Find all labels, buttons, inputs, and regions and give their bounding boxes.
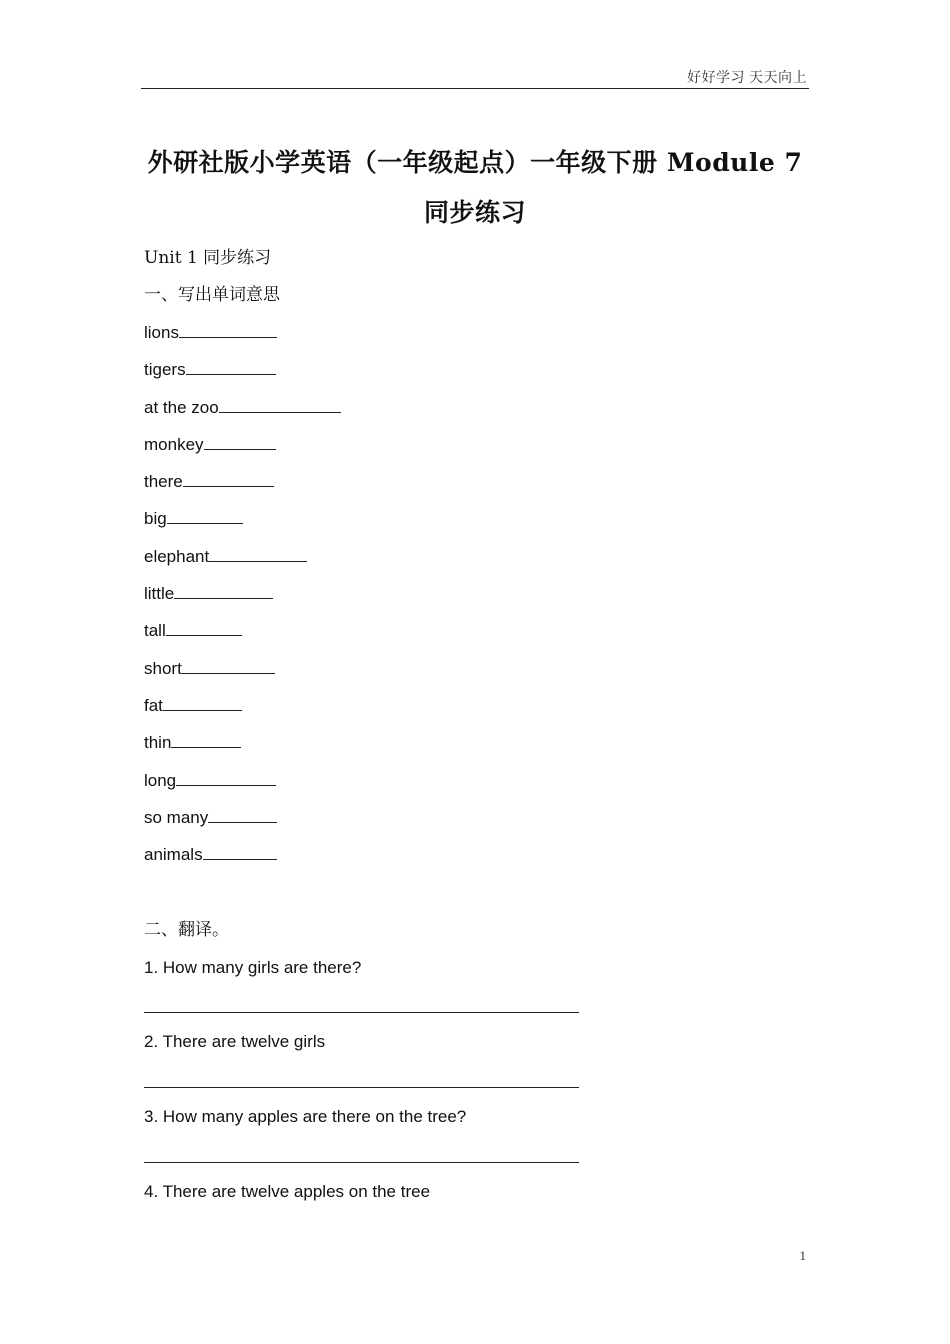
- word-item: [144, 844, 277, 866]
- answer-blank[interactable]: [176, 770, 276, 786]
- unit-heading: Unit 1 同步练习: [144, 248, 272, 268]
- word-label: tigers: [144, 360, 186, 379]
- word-label: thin: [144, 733, 172, 752]
- word-label: monkey: [144, 435, 204, 454]
- word-item: [144, 471, 274, 493]
- answer-blank[interactable]: [163, 695, 242, 711]
- answer-blank[interactable]: [209, 546, 307, 562]
- section1-heading: 一、写出单词意思: [144, 285, 280, 305]
- document-title: 外研社版小学英语（一年级起点）一年级下册 Module 7: [147, 148, 803, 177]
- document-subtitle: 同步练习: [423, 198, 526, 227]
- translation-question: 1. How many girls are there?: [144, 958, 362, 977]
- word-label: at the zoo: [144, 398, 219, 417]
- word-label: short: [144, 659, 182, 678]
- word-item: [144, 732, 241, 754]
- word-item: [144, 770, 276, 792]
- answer-blank[interactable]: [167, 508, 243, 524]
- word-label: fat: [144, 696, 163, 715]
- answer-blank[interactable]: [171, 732, 241, 748]
- answer-blank[interactable]: [203, 844, 277, 860]
- answer-line[interactable]: [144, 1012, 579, 1013]
- page-number: 1: [799, 1248, 806, 1263]
- section2-heading: 二、翻译。: [144, 920, 229, 940]
- word-label: so many: [144, 808, 209, 827]
- answer-blank[interactable]: [208, 807, 277, 823]
- answer-line[interactable]: [144, 1162, 579, 1163]
- word-label: long: [144, 771, 177, 790]
- answer-blank[interactable]: [186, 359, 276, 375]
- word-item: [144, 508, 243, 530]
- word-item: [144, 397, 341, 419]
- word-label: animals: [144, 845, 203, 864]
- word-item: [144, 322, 277, 344]
- answer-blank[interactable]: [219, 397, 341, 413]
- word-item: [144, 434, 276, 456]
- answer-line[interactable]: [144, 1087, 579, 1088]
- word-label: tall: [144, 621, 166, 640]
- answer-blank[interactable]: [182, 658, 275, 674]
- translation-question: 2. There are twelve girls: [144, 1032, 326, 1051]
- answer-blank[interactable]: [183, 471, 274, 487]
- word-label: lions: [144, 323, 179, 342]
- word-item: [144, 658, 275, 680]
- header-rule: [141, 88, 809, 89]
- answer-blank[interactable]: [179, 322, 277, 338]
- word-label: little: [144, 584, 175, 603]
- word-item: [144, 546, 307, 568]
- word-item: [144, 695, 242, 717]
- answer-blank[interactable]: [174, 583, 273, 599]
- translation-question: 4. There are twelve apples on the tree: [144, 1182, 431, 1201]
- word-item: [144, 620, 242, 642]
- header-text: 好好学习 天天向上: [687, 71, 807, 86]
- word-label: elephant: [144, 547, 210, 566]
- word-item: [144, 359, 276, 381]
- answer-blank[interactable]: [204, 434, 276, 450]
- translation-question: 3. How many apples are there on the tree?: [144, 1107, 467, 1126]
- word-item: [144, 807, 277, 829]
- word-label: there: [144, 472, 183, 491]
- word-label: big: [144, 509, 167, 528]
- word-item: [144, 583, 273, 605]
- answer-blank[interactable]: [166, 620, 242, 636]
